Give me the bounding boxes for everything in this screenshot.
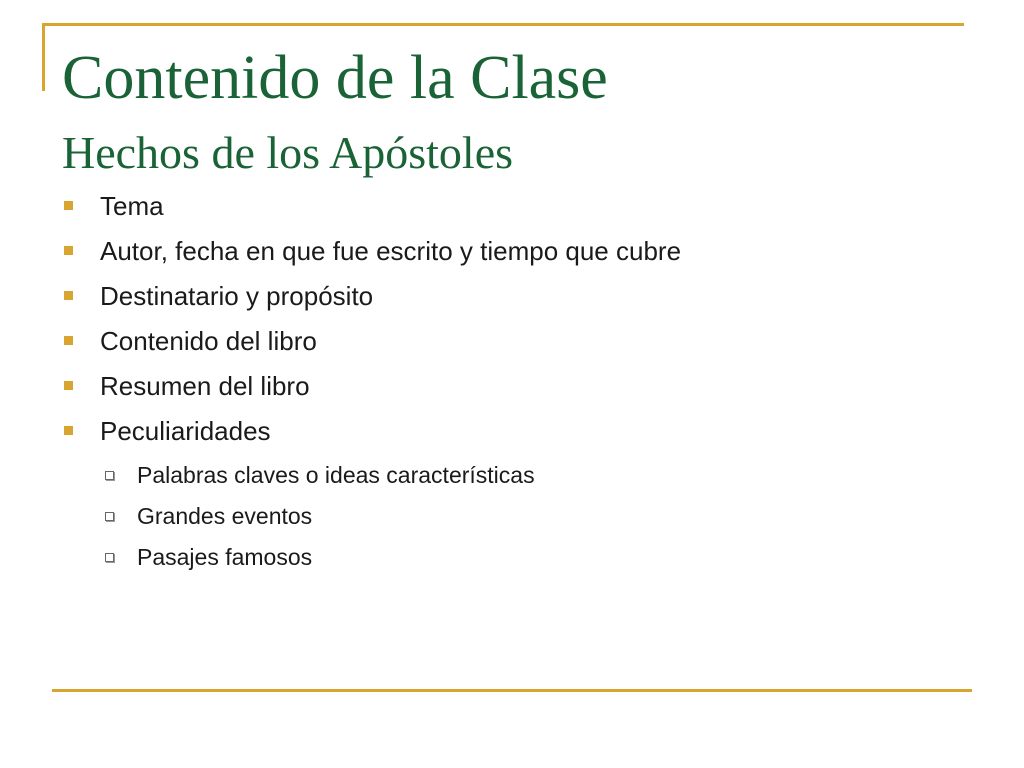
sub-bullet-text: Pasajes famosos xyxy=(137,544,313,570)
bottom-border-line xyxy=(52,689,972,692)
bullet-text: Destinatario y propósito xyxy=(100,281,374,311)
sub-bullet-item-palabras xyxy=(62,456,681,497)
sub-bullet-item-pasajes xyxy=(62,538,681,579)
bullet-item-contenido xyxy=(62,321,681,366)
bullet-item-autor xyxy=(62,231,681,276)
bullet-text: Peculiaridades xyxy=(100,416,271,446)
sub-bullet-text: Palabras claves o ideas características xyxy=(137,462,535,488)
slide-subtitle: Hechos de los Apóstoles xyxy=(62,127,514,178)
square-bullet-icon xyxy=(64,201,73,210)
top-border-line xyxy=(42,23,964,26)
bullet-list xyxy=(62,186,681,579)
square-bullet-icon xyxy=(64,246,73,255)
bullet-item-peculiaridades xyxy=(62,411,681,456)
square-bullet-icon xyxy=(64,426,73,435)
square-bullet-icon xyxy=(64,381,73,390)
bullet-item-tema xyxy=(62,186,681,231)
bullet-text: Contenido del libro xyxy=(100,326,317,356)
bullet-text: Autor, fecha en que fue escrito y tiempo que cubre xyxy=(100,236,682,266)
square-bullet-icon xyxy=(64,336,73,345)
bullet-text: Resumen del libro xyxy=(100,371,310,401)
bullet-item-resumen xyxy=(62,366,681,411)
hollow-square-bullet-icon xyxy=(105,553,114,562)
hollow-square-bullet-icon xyxy=(105,512,114,521)
bullet-text: Tema xyxy=(100,191,164,221)
hollow-square-bullet-icon xyxy=(105,471,114,480)
bullet-item-destinatario xyxy=(62,276,681,321)
slide-title: Contenido de la Clase xyxy=(62,44,608,112)
sub-bullet-item-eventos xyxy=(62,497,681,538)
square-bullet-icon xyxy=(64,291,73,300)
sub-bullet-text: Grandes eventos xyxy=(137,503,313,529)
left-border-line xyxy=(42,23,45,91)
